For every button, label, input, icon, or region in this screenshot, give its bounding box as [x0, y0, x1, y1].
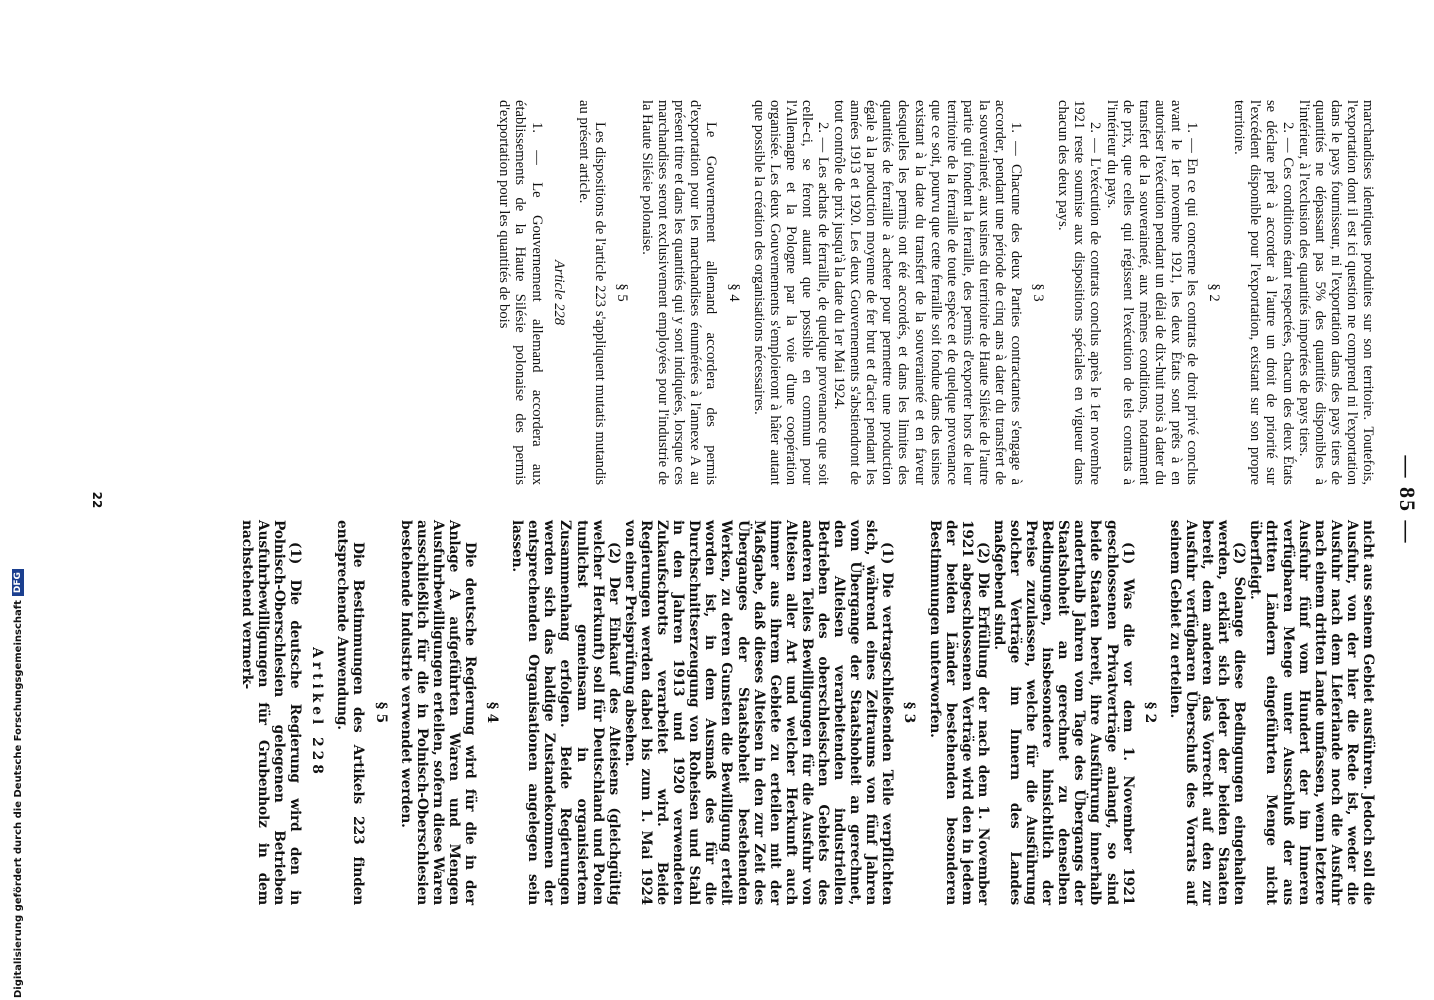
french-column [496, 100, 1376, 485]
german-column [239, 520, 1376, 905]
paragraph: (2) Die Erfüllung der nach dem 1. November 1921 abgeschlossenen Verträge wird den in jedem der beiden Länder bestehenden besonderen Bestimmungen unterworfen. [926, 520, 991, 905]
section-heading: § 5 [613, 283, 630, 302]
paragraph: (1) Die deutsche Regierung wird den in Polnisch-Oberschlesien gelegenen Betrieben Ausfuhrbewilligungen für Grubenholz in dem nachstehend vermerk- [238, 520, 304, 905]
paragraph: 1. — Le Gouvernement allemand accordera aux établissements de la Haute Silésie polonaise des permis d'exportation pour les quantités de bois [496, 100, 545, 485]
paragraph: nicht aus seinem Gebiet ausführen. Jedoch soll die Ausfuhr, von der hier die Rede ist, weder die Ausfuhr nach dem Lieferlande noch die Ausfuhr nach einem dritten Lande umfassen, wenn letztere Ausfuhr fünf vom Hundert der im Inneren verfügbaren Menge unter Ausschluß der aus dritten Ländern eingeführten Menge nicht überfleigt. [1247, 520, 1376, 905]
paragraph: (1) Die vertragschließenden Teile verpflichten sich, während eines Zeitraums von fünf Jahren vom Übergange der Staatshoheit an gerechnet, den Alteisen verarbeitenden industriellen Betrieben des oberschlesischen Gebiets des anderen Teiles Bewilligungen für die Ausfuhr von Alteisen aller Art und welcher Herkunft auch immer aus ihrem Gebiete zu erteilen mit der Maßgabe, daß dieses Alteisen in den zur Zeit des Überganges der Staatshoheit bestehenden Werken, zu deren Gunsten die Bewilligung erteilt worden ist, in dem Ausmaß des für die Durchschnittserzeugung von Roheisen und Stahl in den Jahren 1913 und 1920 verwendeten Zukaufschrotts verarbeitet wird. Beide Regierungen werden dabei bis zum 1. Mai 1924 von einer Preisprüfung absehen. [621, 520, 896, 905]
section-heading: § 3 [901, 701, 918, 724]
paragraph: 1. — Chacune des deux Parties contractantes s'engage à accorder, pendant une période de cinq ans à dater du transfert de la souveraineté, aux usines du territoire de Haute Silésie de l'autre partie qui fondent la ferraille, des permis d'exporter hors de leur territoire de la ferraille de toute espèce et de quelque provenance que ce soit, pourvu que cette ferraille soit fondue dans des usines existant à la date du transfert de la souveraineté et en faveur desquelles les permis ont été accordés, et dans les limites des quantités de ferraille à acheter pour permettre une production égale à la production moyenne de fer brut et d'acier pendant les années 1913 et 1920. Les deux Gouvernements s'abstiendront de tout contrôle de prix jusqu'à la date du 1er Mai 1924. [831, 100, 1025, 485]
paragraph: (2) Der Einkauf des Alteisens (gleichgültig welcher Herkunft) soll für Deutschland und Polen tunlichst gemeinsam in organisiertem Zusammenhang erfolgen. Beide Regierungen werden sich das baldige Zustandekommen der entsprechenden Organisationen angelegen sein lassen. [509, 520, 622, 905]
paragraph: Les dispositions de l'article 223 s'appliquent mutatis mutandis au présent article. [575, 100, 608, 485]
sidebar-credit [8, 3, 28, 998]
section-heading: § 2 [1206, 283, 1223, 302]
section-heading: § 2 [1141, 701, 1158, 724]
dfg-logo: DFG [12, 569, 24, 596]
section-heading: § 3 [1030, 283, 1047, 302]
paragraph: 1. — En ce qui concerne les contrats de droit privé conclus avant le 1er novembre 1921, les deux États sont prêts à en autoriser l'exécution pendant un délai de dix-huit mois à dater du transfert de la souveraineté, aux mêmes conditions, notamment de prix, que celles qui régissent l'exécution de tels contrats à l'intérieur du pays. [1103, 100, 1201, 485]
paragraph: (2) Solange diese Bedingungen eingehalten werden, erklärt sich jeder der beiden Staaten bereit, dem anderen das Vorrecht auf den zur Ausfuhr verfügbaren Überschuß des Vorrats auf seinem Gebiet zu erteilen. [1166, 520, 1248, 905]
section-heading: § 4 [725, 283, 742, 302]
footer-number: 22 [90, 491, 104, 509]
paragraph: Die deutsche Regierung wird für die in der Anlage A aufgeführten Waren und Mengen Ausfuhrbewilligungen erteilen, sofern diese Waren ausschließlich für die in Polnisch-Oberschlesien bestehende Industrie verwendet werden. [397, 520, 479, 905]
paragraph: 2. — Ces conditions étant respectées, chacun des deux États se déclare prêt à accorder à l'autre un droit de priorité sur l'excédent disponible pour l'exportation, existant sur son propre territoire. [1231, 100, 1296, 485]
paragraph: Die Bestimmungen des Artikels 223 finden entsprechende Anwendung. [334, 520, 367, 905]
page-number: — 85 — [1395, 455, 1420, 545]
article-heading: Article 228 [550, 259, 567, 326]
paragraph: (1) Was die vor dem 1. November 1921 geschlossenen Privatverträge anlangt, so sind beide Staaten bereit, ihre Ausführung innerhalb anderthalb Jahren vom Tage des Übergangs der Staatshoheit an gerechnet zu denselben Bedingungen, insbesondere hinsichtlich der Preise zuzulassen, welche für die Ausführung solcher Verträge im Innern des Landes maßgebend sind. [990, 520, 1136, 905]
paragraph: marchandises identiques produites sur son territoire. Toutefois, l'exportation dont il est ici question ne comprend ni l'exportation dans le pays fournisseur, ni l'exportation dans des pays tiers de quantités ne dépassant pas 5% des quantités disponibles à l'intérieur, à l'exclusion des quantités importées de pays tiers. [1295, 100, 1376, 485]
paragraph: 2. — L'exécution de contrats conclus après le 1er novembre 1921 reste soumise aux dispositions spéciales en vigueur dans chacun des deux pays. [1055, 100, 1104, 485]
sidebar-text: Digitalisierung gefördert durch die Deutsche Forschungsgemeinschaft [12, 600, 24, 998]
article-heading: Artikel 228 [309, 647, 326, 778]
paragraph: Le Gouvernement allemand accordera des permis d'exportation pour les marchandises énumérées à l'annexe A au présent titre et dans les quantités qui y sont indiquées, lorsque ces marchandises seront exclusivement employées pour l'industrie de la Haute Silésie polonaise. [639, 100, 720, 485]
section-heading: § 4 [484, 701, 501, 724]
paragraph: 2. — Les achats de ferraille, de quelque provenance que soit celle-ci, se feront autant que possible en commun pour l'Allemagne et la Pologne par la voie d'une coopération organisée. Les deux Gouvernements s'emploieront à hâter autant que possible la création des organisations nécessaires. [750, 100, 831, 485]
section-heading: § 5 [372, 701, 389, 724]
